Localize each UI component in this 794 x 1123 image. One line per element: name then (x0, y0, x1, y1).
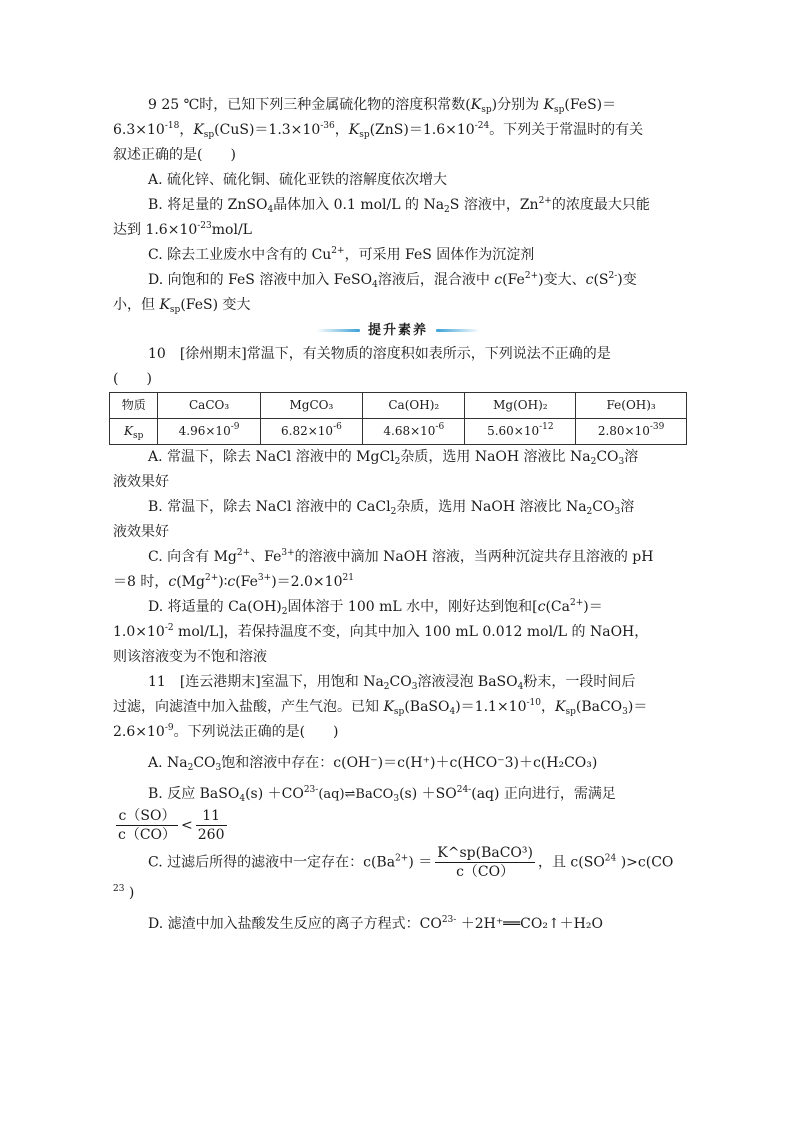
table-header-cell: Ca(OH)₂ (363, 393, 465, 419)
ksp-table (109, 392, 687, 445)
fraction-conc: $\frac{c(SO)}{c(CO)}$ (118, 808, 177, 843)
q10-option-c-2: ＝8 时，$c(Mg^{2+})∶c(Fe^{3+})=2.0\times 10^{21}$ (113, 573, 354, 590)
q9-stem: 9 25 ℃时，已知下列三种金属硫化物的溶度积常数$(K_{sp})$分别为 $K_{sp}(FeS)=$ (148, 97, 617, 115)
table-row (110, 419, 687, 445)
q11-option-b-fraction: $\frac{c(SO)}{c(CO)}$ < $\frac{11}{260}$ (118, 808, 225, 843)
fraction-ksp: $\frac{\text{K\textasciicircum{}sp(BaCO³)}}{c(CO)}$ (437, 845, 533, 880)
table-header-cell: Fe(OH)₃ (576, 393, 687, 419)
section-banner (113, 318, 683, 342)
table-row (110, 393, 687, 419)
table-header-cell: Mg(OH)₂ (465, 393, 576, 419)
q10-option-d: D. 将适量的 $Ca(OH)_2$固体溶于 100 mL 水中，刚好达到饱和[$c(Ca^{2+})=$ (148, 598, 603, 617)
table-cell: $4.68\times 10^{-6}$ (363, 419, 465, 445)
table-cell: $4.96\times 10^{-9}$ (158, 419, 260, 445)
q9-option-d: D. 向饱和的 FeS 溶液中加入 FeSO$_4$溶液后，混合液中 $c(Fe^{2+})$变大、$c(S^{2-})$变 (148, 271, 637, 290)
q10-option-c: C. 向含有 $Mg^{2+}$、$Fe^{3+}$的溶液中滴加 NaOH 溶液，当两种沉淀共存且溶液的 pH (148, 548, 654, 565)
q11-option-a: A. $Na_2CO_3$饱和溶液中存在：c(OH⁻)＝c(H⁺)＋c(HCO⁻3)＋c(H₂CO₃) (148, 755, 598, 773)
q10-option-d-3: 则该溶液变为不饱和溶液 (113, 649, 267, 665)
q10-paren: ( ) (113, 371, 152, 387)
table-header-cell: CaCO₃ (158, 393, 260, 419)
q11-option-b: B. 反应 BaSO$_4$(s) $+CO^{23-}(aq)\rightleftharpoons BaCO_3(s) +SO^{24-}(aq)$ 正向进行，需满足 (148, 785, 616, 804)
q10-option-b: B. 常温下，除去 NaCl 溶液中的 CaCl$_2$杂质，选用 NaOH 溶液比 $Na_2CO_3$溶 (148, 499, 635, 517)
table-label-cell: $K_{sp}$ (110, 419, 158, 445)
q10-option-d-2: $1.0\times 10^{-2}$ mol/L]，若保持温度不变，向其中加入 100 mL 0.012 mol/L 的 NaOH， (113, 623, 649, 640)
q10-option-b-2: 液效果好 (113, 524, 169, 540)
document-page (113, 93, 683, 937)
table-cell: $2.80\times 10^{-39}$ (576, 419, 687, 445)
q9-option-d-2: 小，但 $K_{sp}(FeS)$ 变大 (113, 297, 251, 315)
q11-stem: 11 [连云港期末]室温下，用饱和 $Na_2CO_3$溶液浸泡 BaSO$_4$粉末，一段时间后 (148, 674, 636, 692)
table-cell: $6.82\times 10^{-6}$ (260, 419, 362, 445)
q11-option-d: D. 滤渣中加入盐酸发生反应的离子方程式：$CO^{23-}$ ＋2H⁺══CO₂↑＋H₂O (148, 915, 603, 932)
fraction-ratio: $\frac{11}{260}$ (197, 808, 225, 843)
q9-option-b-2: 达到 $1.6\times 10^{-23}mol/L$ (113, 221, 252, 238)
q11-option-c: C. 过滤后所得的滤液中一定存在：$c(Ba^{2+})$ ＝ $\frac{\text{K\textasciicircum{}sp(BaCO³)}}{c(CO)}$ ，且 c(SO$^{24}$ )>c(CO (148, 845, 674, 880)
q10-option-a-2: 液效果好 (113, 474, 169, 490)
q10-stem: 10 [徐州期末]常温下，有关物质的溶度积如表所示，下列说法不正确的是 (148, 346, 611, 362)
table-header-cell: 物质 (110, 393, 158, 419)
q11-stem-3: $2.6\times 10^{-9}$。下列说法正确的是( ) (113, 723, 339, 740)
banner-label: 提升素养 (367, 322, 428, 338)
q9-option-a: A. 硫化锌、硫化铜、硫化亚铁的溶解度依次增大 (148, 172, 448, 188)
q9-stem-2: $6.3\times 10^{-18}$，$K_{sp}(CuS)=1.3\times 10^{-36}$，$K_{sp}(ZnS)=1.6\times 10^{-24}$。下列关于常温时的有关 (113, 121, 644, 140)
q11-stem-2: 过滤，向滤渣中加入盐酸，产生气泡。已知 $K_{sp}(BaSO_4)=1.1\times 10^{-10}$，$K_{sp}(BaCO_3)=$ (113, 698, 648, 717)
q9-option-c: C. 除去工业废水中含有的 $Cu^{2+}$，可采用 FeS 固体作为沉淀剂 (148, 246, 535, 263)
q10-option-a: A. 常温下，除去 NaCl 溶液中的 MgCl$_2$杂质，选用 NaOH 溶液比 $Na_2CO_3$溶 (148, 449, 639, 467)
banner-right-bar (436, 329, 480, 332)
table-cell: $5.60\times 10^{-12}$ (465, 419, 576, 445)
banner-left-bar (316, 329, 360, 332)
q9-option-b: B. 将足量的 ZnSO$_4$晶体加入 0.1 mol/L 的 $Na_2S$ 溶液中，$Zn^{2+}$的浓度最大只能 (148, 196, 650, 215)
table-header-cell: MgCO₃ (260, 393, 362, 419)
q11-option-c-2: $^{23}$ ) (113, 884, 135, 901)
q9-stem-3: 叙述正确的是( ) (113, 147, 236, 163)
